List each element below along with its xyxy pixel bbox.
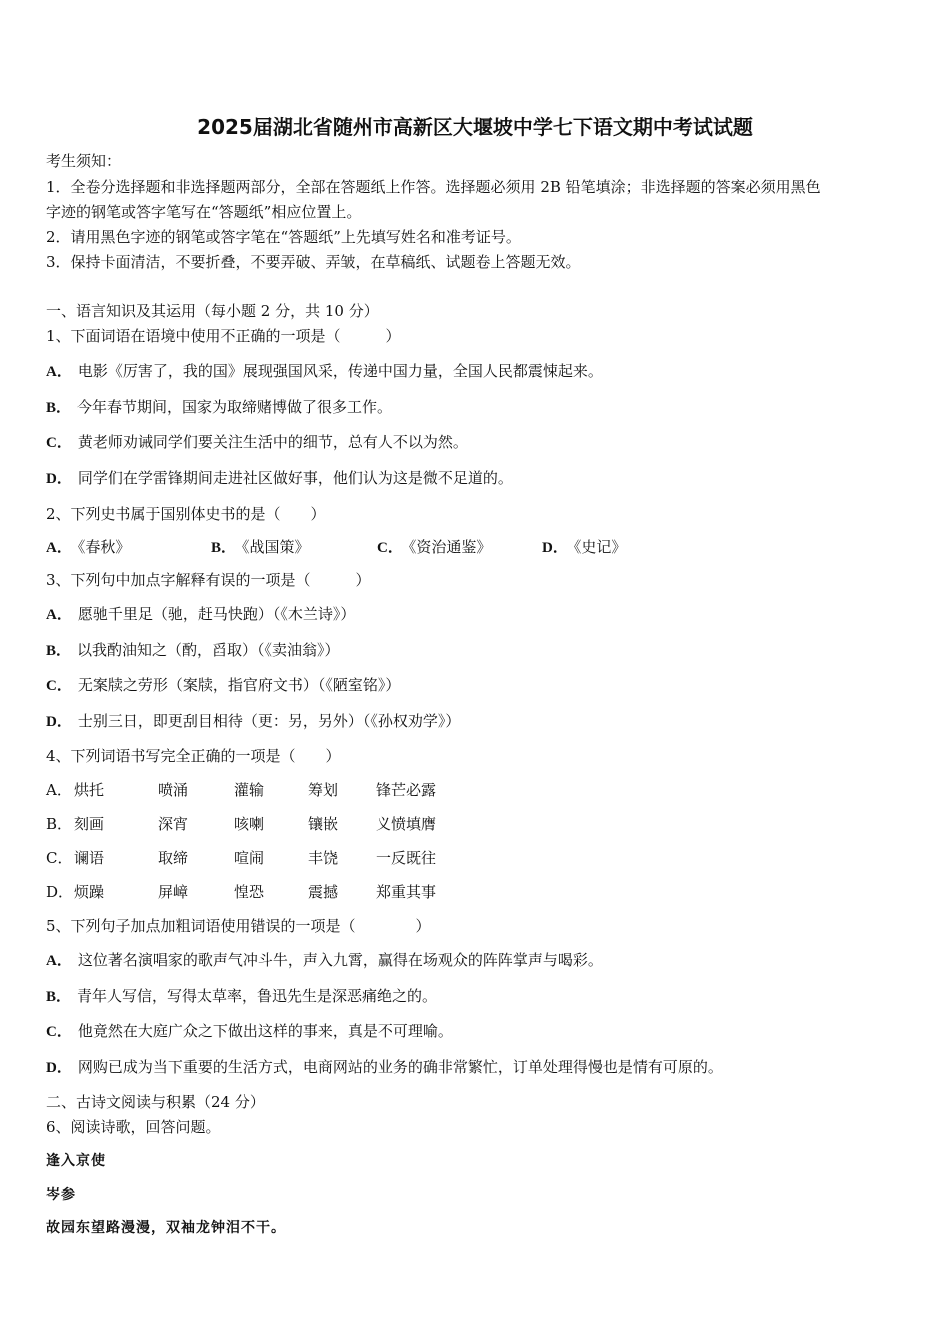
q3-stem: 3、下列句中加点字解释有误的一项是（ ）: [46, 571, 371, 589]
option-label: C．: [46, 678, 72, 694]
option-label: B．: [46, 989, 72, 1005]
q4-word: 筹划: [308, 781, 339, 799]
q2-stem: 2、下列史书属于国别体史书的是（ ）: [46, 505, 326, 523]
q4-word: 一反既往: [376, 849, 437, 867]
q4-row-label: A．: [46, 781, 72, 799]
option-text: 同学们在学雷锋期间走进社区做好事，他们认为这是微不足道的。: [77, 469, 513, 487]
q1-option-b: [46, 396, 392, 419]
q4-word: 惶恐: [234, 883, 265, 901]
q1-stem: 1、下面词语在语境中使用不正确的一项是（ ）: [46, 327, 401, 345]
q3-option-a: [46, 603, 355, 626]
option-text: 《战国策》: [242, 538, 310, 556]
poem-line-1: 故园东望路漫漫，双袖龙钟泪不干。: [46, 1220, 286, 1236]
q4-word: 喷涌: [158, 781, 189, 799]
q5-option-a: [46, 949, 603, 972]
q6-stem: 6、阅读诗歌，回答问题。: [46, 1118, 221, 1136]
q4-word: 义愤填膺: [376, 815, 437, 833]
option-text: 青年人写信，写得太草率，鲁迅先生是深恶痛绝之的。: [77, 987, 438, 1005]
q1-option-a: [46, 360, 603, 383]
q4-word: 烘托: [74, 781, 105, 799]
section-1-heading: 一、语言知识及其运用（每小题 2 分，共 10 分）: [46, 302, 379, 320]
option-label: A．: [46, 364, 72, 380]
q5-option-c: [46, 1020, 453, 1043]
option-label: D．: [542, 540, 568, 556]
q4-word: 谰语: [74, 849, 105, 867]
option-text: 黄老师劝诫同学们要关注生活中的细节，总有人不以为然。: [77, 433, 468, 451]
option-label: B．: [211, 540, 237, 556]
q4-stem: 4、下列词语书写完全正确的一项是（ ）: [46, 747, 341, 765]
q4-row-label: D．: [46, 883, 74, 901]
option-label: C．: [377, 540, 403, 556]
q4-word: 咳喇: [234, 815, 265, 833]
q4-word: 屏嶂: [158, 883, 189, 901]
q4-word: 锋芒必露: [376, 781, 437, 799]
notice-item-3: 3．保持卡面清洁，不要折叠，不要弄破、弄皱，在草稿纸、试题卷上答题无效。: [46, 253, 581, 271]
notice-heading: 考生须知：: [46, 152, 122, 170]
poem-title: 逢入京使: [46, 1153, 106, 1169]
page-title: 2025届湖北省随州市高新区大堰坡中学七下语文期中考试试题: [197, 115, 753, 139]
q4-row-label: B．: [46, 815, 73, 833]
q4-word: 刻画: [74, 815, 105, 833]
option-label: C．: [46, 1024, 72, 1040]
option-label: A．: [46, 540, 72, 556]
section-2-heading: 二、古诗文阅读与积累（24 分）: [46, 1093, 265, 1111]
option-text: 他竟然在大庭广众之下做出这样的事来，真是不可理喻。: [77, 1022, 453, 1040]
q2-option-d: [542, 536, 626, 559]
notice-item-1a: 1．全卷分选择题和非选择题两部分，全部在答题纸上作答。选择题必须用 2B 铅笔填涂；非选择题的答案必须用黑色: [46, 178, 821, 196]
option-label: D．: [46, 1060, 72, 1076]
q3-option-d: [46, 710, 460, 733]
option-label: A．: [46, 607, 72, 623]
q4-word: 震撼: [308, 883, 339, 901]
q4-row-label: C．: [46, 849, 73, 867]
q3-option-b: [46, 639, 340, 662]
q4-word: 取缔: [158, 849, 189, 867]
option-text: 《史记》: [573, 538, 627, 556]
option-label: D．: [46, 471, 72, 487]
option-label: C．: [46, 435, 72, 451]
q2-option-a: [46, 536, 130, 559]
q4-word: 丰饶: [308, 849, 339, 867]
q4-word: 喧闹: [234, 849, 265, 867]
option-label: B．: [46, 400, 72, 416]
notice-item-2: 2．请用黑色字迹的钢笔或答字笔在“答题纸”上先填写姓名和准考证号。: [46, 228, 521, 246]
q5-option-b: [46, 985, 437, 1008]
q4-word: 深宵: [158, 815, 189, 833]
q2-option-b: [211, 536, 310, 559]
option-text: 士别三日，即更刮目相待（更：另，另外）（《孙权劝学》）: [77, 712, 461, 730]
q2-option-c: [377, 536, 491, 559]
q3-option-c: [46, 674, 400, 697]
option-text: 今年春节期间，国家为取缔赌博做了很多工作。: [77, 398, 393, 416]
option-text: 以我酌油知之（酌，舀取）（《卖油翁》）: [77, 641, 340, 659]
option-text: 这位著名演唱家的歌声气冲斗牛，声入九霄，赢得在场观众的阵阵掌声与喝彩。: [77, 951, 603, 969]
q1-option-d: [46, 467, 513, 490]
q4-word: 镶嵌: [308, 815, 339, 833]
q4-word: 灌输: [234, 781, 265, 799]
q5-stem: 5、下列句子加点加粗词语使用错误的一项是（ ）: [46, 917, 431, 935]
q4-word: 郑重其事: [376, 883, 437, 901]
q1-option-c: [46, 431, 468, 454]
option-text: 网购已成为当下重要的生活方式，电商网站的业务的确非常繁忙，订单处理得慢也是情有可原的。: [77, 1058, 723, 1076]
option-label: A．: [46, 953, 72, 969]
option-label: B．: [46, 643, 72, 659]
option-text: 《资治通鉴》: [408, 538, 492, 556]
option-text: 电影《厉害了，我的国》展现强国风采，传递中国力量，全国人民都震悚起来。: [77, 362, 603, 380]
option-text: 《春秋》: [77, 538, 131, 556]
poem-author: 岑参: [46, 1187, 76, 1203]
option-text: 无案牍之劳形（案牍，指官府文书）（《陋室铭》）: [77, 676, 401, 694]
q4-word: 烦躁: [74, 883, 105, 901]
option-label: D．: [46, 714, 72, 730]
q5-option-d: [46, 1056, 723, 1079]
option-text: 愿驰千里足（驰，赶马快跑）（《木兰诗》）: [77, 605, 356, 623]
notice-item-1b: 字迹的钢笔或答字笔写在“答题纸”相应位置上。: [46, 203, 362, 221]
